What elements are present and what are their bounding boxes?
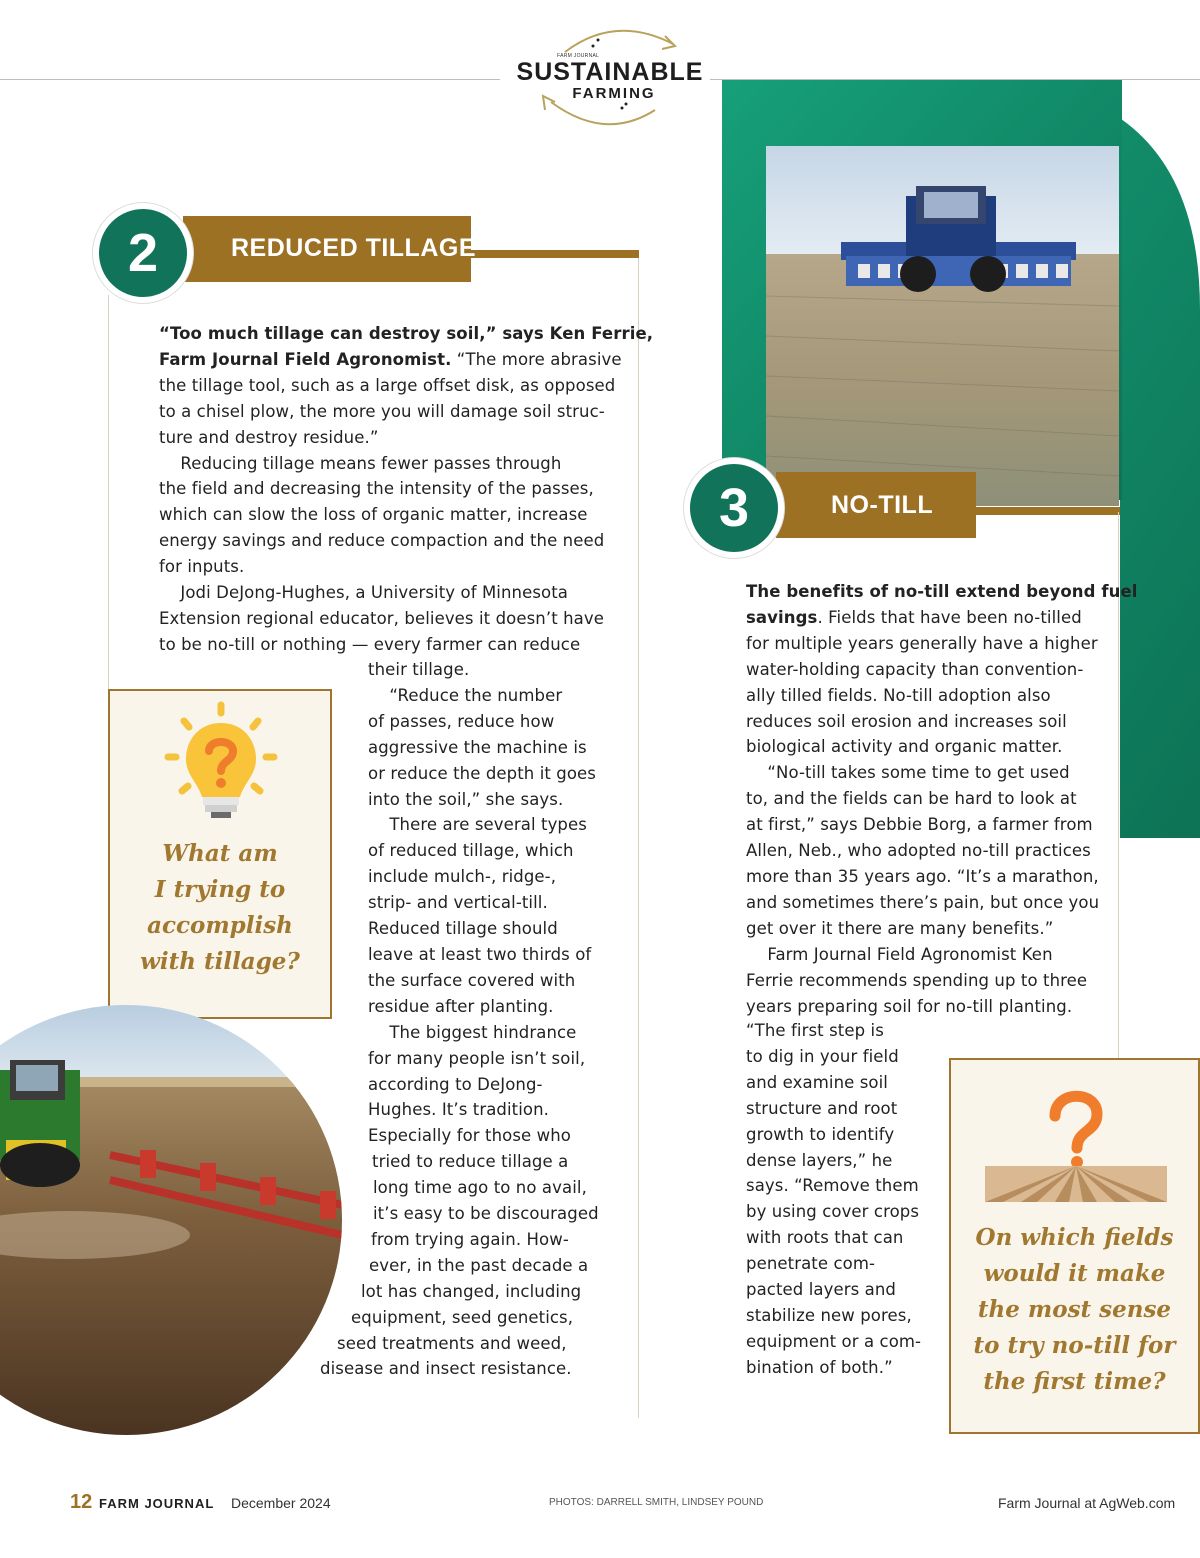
- section2-lead-bold: “Too much tillage can destroy soil,” says Ken Ferrie, Farm Journal Field Agronomist.: [159, 324, 654, 369]
- section2-column2-text: their tillage. “Reduce the number of passes, reduce how aggressive the machine is or reduce the depth it goes into the soil,” she says. There are several types of reduced tillage, which include mulch-, ridge-, strip- and vertical-till. Reduced tillage should leave at least two thirds of the surface covered with residue after planting. The biggest hindrance for many people isn’t soil, according to DeJong- Hughes. It’s tradition. Especially for those who: [368, 660, 597, 1146]
- section3-title: NO-TILL: [831, 491, 934, 519]
- logo-small-text: FARM JOURNAL: [557, 53, 600, 59]
- footer-page-number: 12: [70, 1491, 93, 1513]
- logo-sub-text: FARMING: [572, 85, 656, 102]
- curve-line: long time ago to no avail,: [373, 1178, 587, 1197]
- section3-title-rule: [975, 507, 1120, 515]
- question-mark-icon: [1025, 1082, 1125, 1168]
- section2-title-rule: [470, 250, 639, 258]
- section3-callout-question: On which fields would it make the most sense to try no-till for the first time?: [973, 1224, 1176, 1395]
- section2-question-callout: [108, 689, 332, 1019]
- header-rule-left: [0, 79, 500, 80]
- section2-lead-text: “The more abrasive the tillage tool, such as a large offset disk, as opposed to a chisel plow, the more you will damage soil struc- ture and destroy residue.” Reducing tillage means fewer passes through the field and decreasing the intensity of the passes, which can slow the loss of organic matter, increase energy savings and reduce compaction and the need for inputs. Jodi DeJong-Hughes, a University of Minnesota Extension regional educator, believes it doesn’t have to be no-till or nothing — every farmer can reduce: [159, 349, 622, 654]
- lightbulb-icon: [156, 699, 286, 829]
- logo-main-text: SUSTAINABLE: [516, 58, 704, 86]
- section3-lead-bold: The benefits of no-till extend beyond fuel savings: [746, 582, 1138, 627]
- sustainable-farming-logo: [505, 22, 715, 132]
- tractor-tillage-photo: [0, 1005, 342, 1435]
- curve-line: disease and insect resistance.: [320, 1359, 572, 1378]
- section3-question-callout: [949, 1058, 1200, 1434]
- section3-narrow-column: “The first step is to dig in your field and examine soil structure and root growth to identify dense layers,” he says. “Remove them by using cover crops with roots that can penetrate com- pacted layers and stabilize new pores, equipment or a com- bination of both.”: [746, 1021, 922, 1377]
- section3-article-text: [746, 579, 1138, 1019]
- section2-number-badge: 2: [93, 203, 193, 303]
- section2-frame-left: [108, 295, 109, 690]
- field-rows-icon: [985, 1166, 1167, 1202]
- curve-line: from trying again. How-: [371, 1230, 569, 1249]
- curve-line: equipment, seed genetics,: [351, 1308, 574, 1327]
- no-till-planter-photo: [766, 146, 1119, 506]
- footer-issue-date: December 2024: [231, 1495, 331, 1511]
- section2-title: REDUCED TILLAGE: [231, 234, 476, 262]
- section2-callout-question: What am I trying to accomplish with tillage?: [140, 840, 300, 975]
- section2-article-text: [159, 321, 653, 658]
- footer-magazine-name: FARM JOURNAL: [99, 1496, 215, 1511]
- footer-website: Farm Journal at AgWeb.com: [998, 1495, 1176, 1511]
- curve-line: seed treatments and weed,: [337, 1334, 567, 1353]
- curve-line: ever, in the past decade a: [369, 1256, 589, 1275]
- curve-line: tried to reduce tillage a: [372, 1152, 569, 1171]
- footer-photo-credits: PHOTOS: DARRELL SMITH, LINDSEY POUND: [549, 1497, 764, 1508]
- curve-line: lot has changed, including: [361, 1282, 582, 1301]
- section3-number-badge: 3: [684, 458, 784, 558]
- curve-line: it’s easy to be discouraged: [373, 1204, 599, 1223]
- section3-lead-text: . Fields that have been no-tilled for multiple years generally have a higher water-holding capacity than convention- ally tilled fields. No-till adoption also reduces soil erosion and increases soil biological activity and organic matter. “No-till takes some time to get used to, and the fields can be hard to look at at first,” says Debbie Borg, a farmer from Allen, Neb., who adopted no-till practices more than 35 years ago. “It’s a marathon, and sometimes there’s pain, but once you get over it there are many benefits.” Farm Journal Field Agronomist Ken Ferrie recommends spending up to three years preparing soil for no-till planting.: [746, 607, 1100, 1016]
